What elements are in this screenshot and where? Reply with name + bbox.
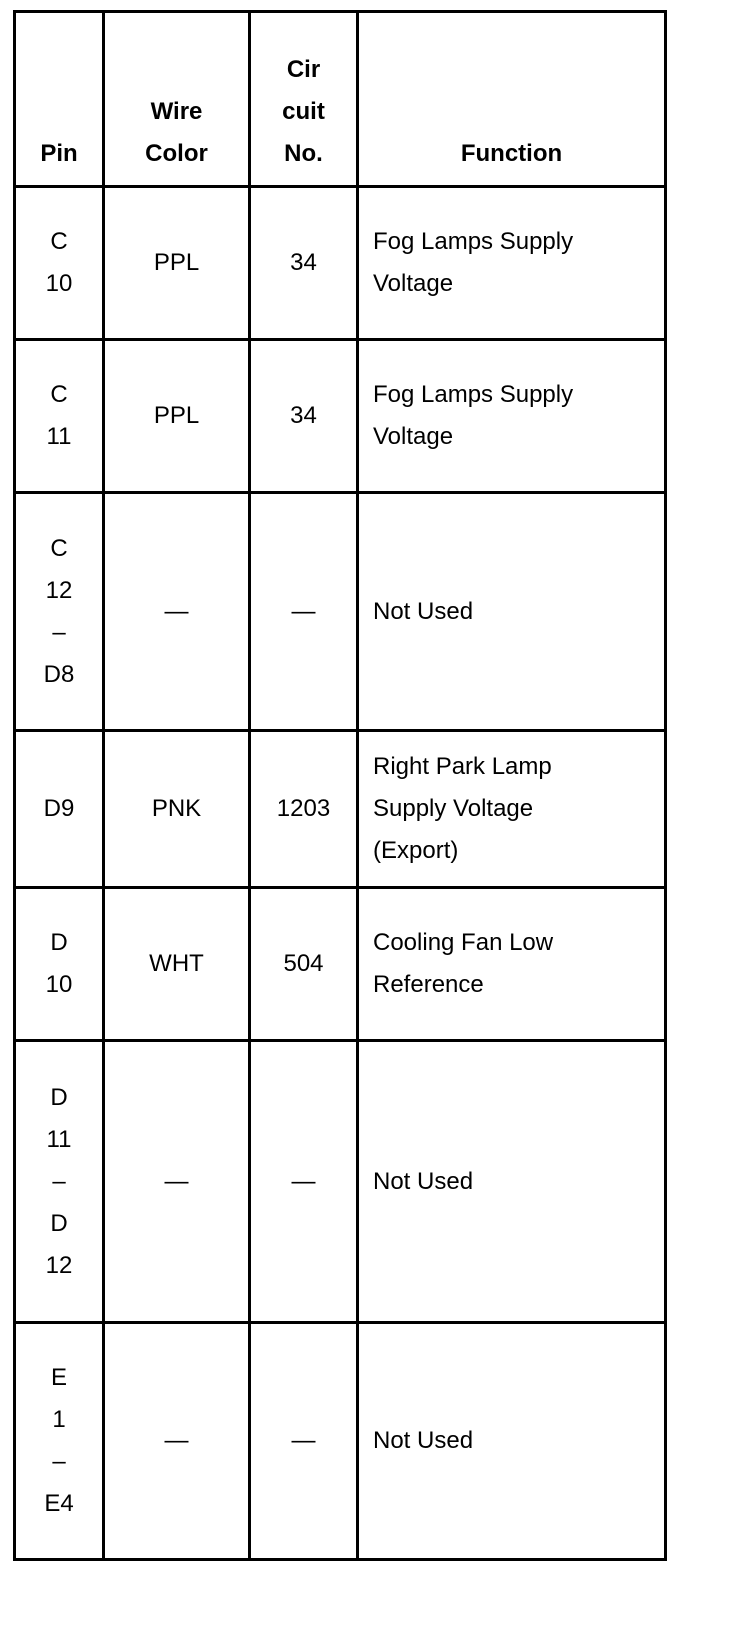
function-cell: Cooling Fan Low Reference bbox=[358, 888, 666, 1041]
table-row bbox=[15, 731, 666, 888]
table-row bbox=[15, 187, 666, 340]
circuit-cell: — bbox=[250, 493, 358, 731]
wire-color-cell: PNK bbox=[104, 731, 250, 888]
header-circuit-no: Cir cuit No. bbox=[250, 12, 358, 187]
function-cell: Fog Lamps Supply Voltage bbox=[358, 340, 666, 493]
connector-pin-table bbox=[13, 10, 667, 1561]
circuit-cell: — bbox=[250, 1323, 358, 1560]
pin-cell: D9 bbox=[15, 731, 104, 888]
table-row bbox=[15, 888, 666, 1041]
pin-cell: C 12 – D8 bbox=[15, 493, 104, 731]
function-cell: Not Used bbox=[358, 493, 666, 731]
function-cell: Not Used bbox=[358, 1041, 666, 1323]
table-row bbox=[15, 493, 666, 731]
function-cell: Right Park Lamp Supply Voltage (Export) bbox=[358, 731, 666, 888]
circuit-cell: 504 bbox=[250, 888, 358, 1041]
pin-cell: D 11 – D 12 bbox=[15, 1041, 104, 1323]
wire-color-cell: — bbox=[104, 1323, 250, 1560]
circuit-cell: — bbox=[250, 1041, 358, 1323]
header-wire-color: Wire Color bbox=[104, 12, 250, 187]
header-function: Function bbox=[358, 12, 666, 187]
circuit-cell: 1203 bbox=[250, 731, 358, 888]
wire-color-cell: — bbox=[104, 493, 250, 731]
table-row bbox=[15, 1041, 666, 1323]
table-row bbox=[15, 1323, 666, 1560]
header-pin: Pin bbox=[15, 12, 104, 187]
pin-cell: C 10 bbox=[15, 187, 104, 340]
wire-color-cell: WHT bbox=[104, 888, 250, 1041]
pin-cell: E 1 – E4 bbox=[15, 1323, 104, 1560]
circuit-cell: 34 bbox=[250, 340, 358, 493]
circuit-cell: 34 bbox=[250, 187, 358, 340]
header-row bbox=[15, 12, 666, 187]
wire-color-cell: — bbox=[104, 1041, 250, 1323]
function-cell: Fog Lamps Supply Voltage bbox=[358, 187, 666, 340]
function-cell: Not Used bbox=[358, 1323, 666, 1560]
table-row bbox=[15, 340, 666, 493]
wire-color-cell: PPL bbox=[104, 340, 250, 493]
wire-color-cell: PPL bbox=[104, 187, 250, 340]
pin-cell: C 11 bbox=[15, 340, 104, 493]
pin-cell: D 10 bbox=[15, 888, 104, 1041]
